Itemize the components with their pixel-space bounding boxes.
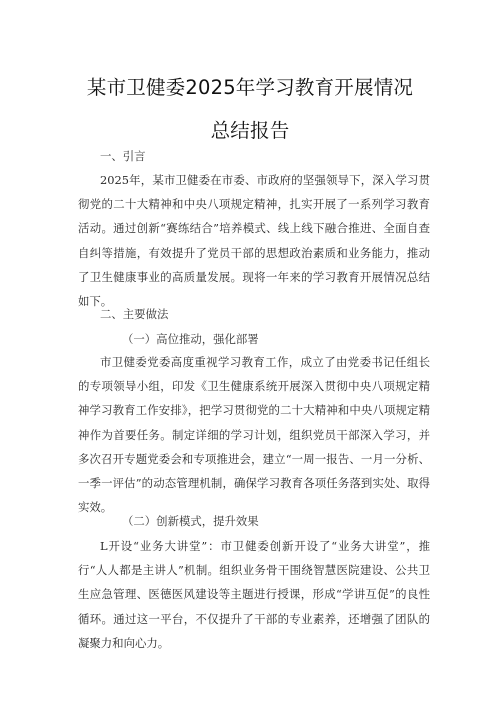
subsection-2-paragraph: L开设“业务大讲堂”：市卫健委创新开设了“业务大讲堂”，推行“人人都是主讲人”机制。组织业务骨干围绕智慧医院建设、公共卫生应急管理、医德医风建设等主题进行授课，形成“学讲互促”的良性循环。通过这一平台，不仅提升了干部的专业素养，还增强了团队的凝聚力和向心力。	[78, 539, 430, 650]
subsection-heading-1: （一）高位推动，强化部署	[122, 332, 259, 346]
document-title-line2: 总结报告	[210, 119, 290, 142]
section-heading-introduction: 一、引言	[100, 149, 146, 163]
section-heading-main-practices: 二、主要做法	[100, 307, 169, 321]
document-title-line1: 某市卫健委2025年学习教育开展情况	[86, 76, 414, 99]
subsection-1-paragraph: 市卫健委党委高度重视学习教育工作，成立了由党委书记任组长的专项领导小组，印发《卫生健康系统开展深入贯彻中央八项规定精神学习教育工作安排》，把学习贯彻党的二十大精神和中央八项规定精神作为首要任务。制定详细的学习计划，组织党员干部深入学习，并多次召开专题党委会和专项推进会，建立“一周一报告、一月一分析、一季一评估”的动态管理机制，确保学习教育各项任务落到实处、取得实效。	[78, 355, 430, 515]
introduction-paragraph: 2025年，某市卫健委在市委、市政府的坚强领导下，深入学习贯彻党的二十大精神和中央八项规定精神，扎实开展了一系列学习教育活动。通过创新“赛练结合”培养模式、线上线下融合推进、全面自查自纠等措施，有效提升了党员干部的思想政治素质和业务能力，推动了卫生健康事业的高质量发展。现将一年来的学习教育开展情况总结如下。	[78, 173, 430, 309]
subsection-heading-2: （二）创新模式，提升效果	[122, 514, 259, 528]
